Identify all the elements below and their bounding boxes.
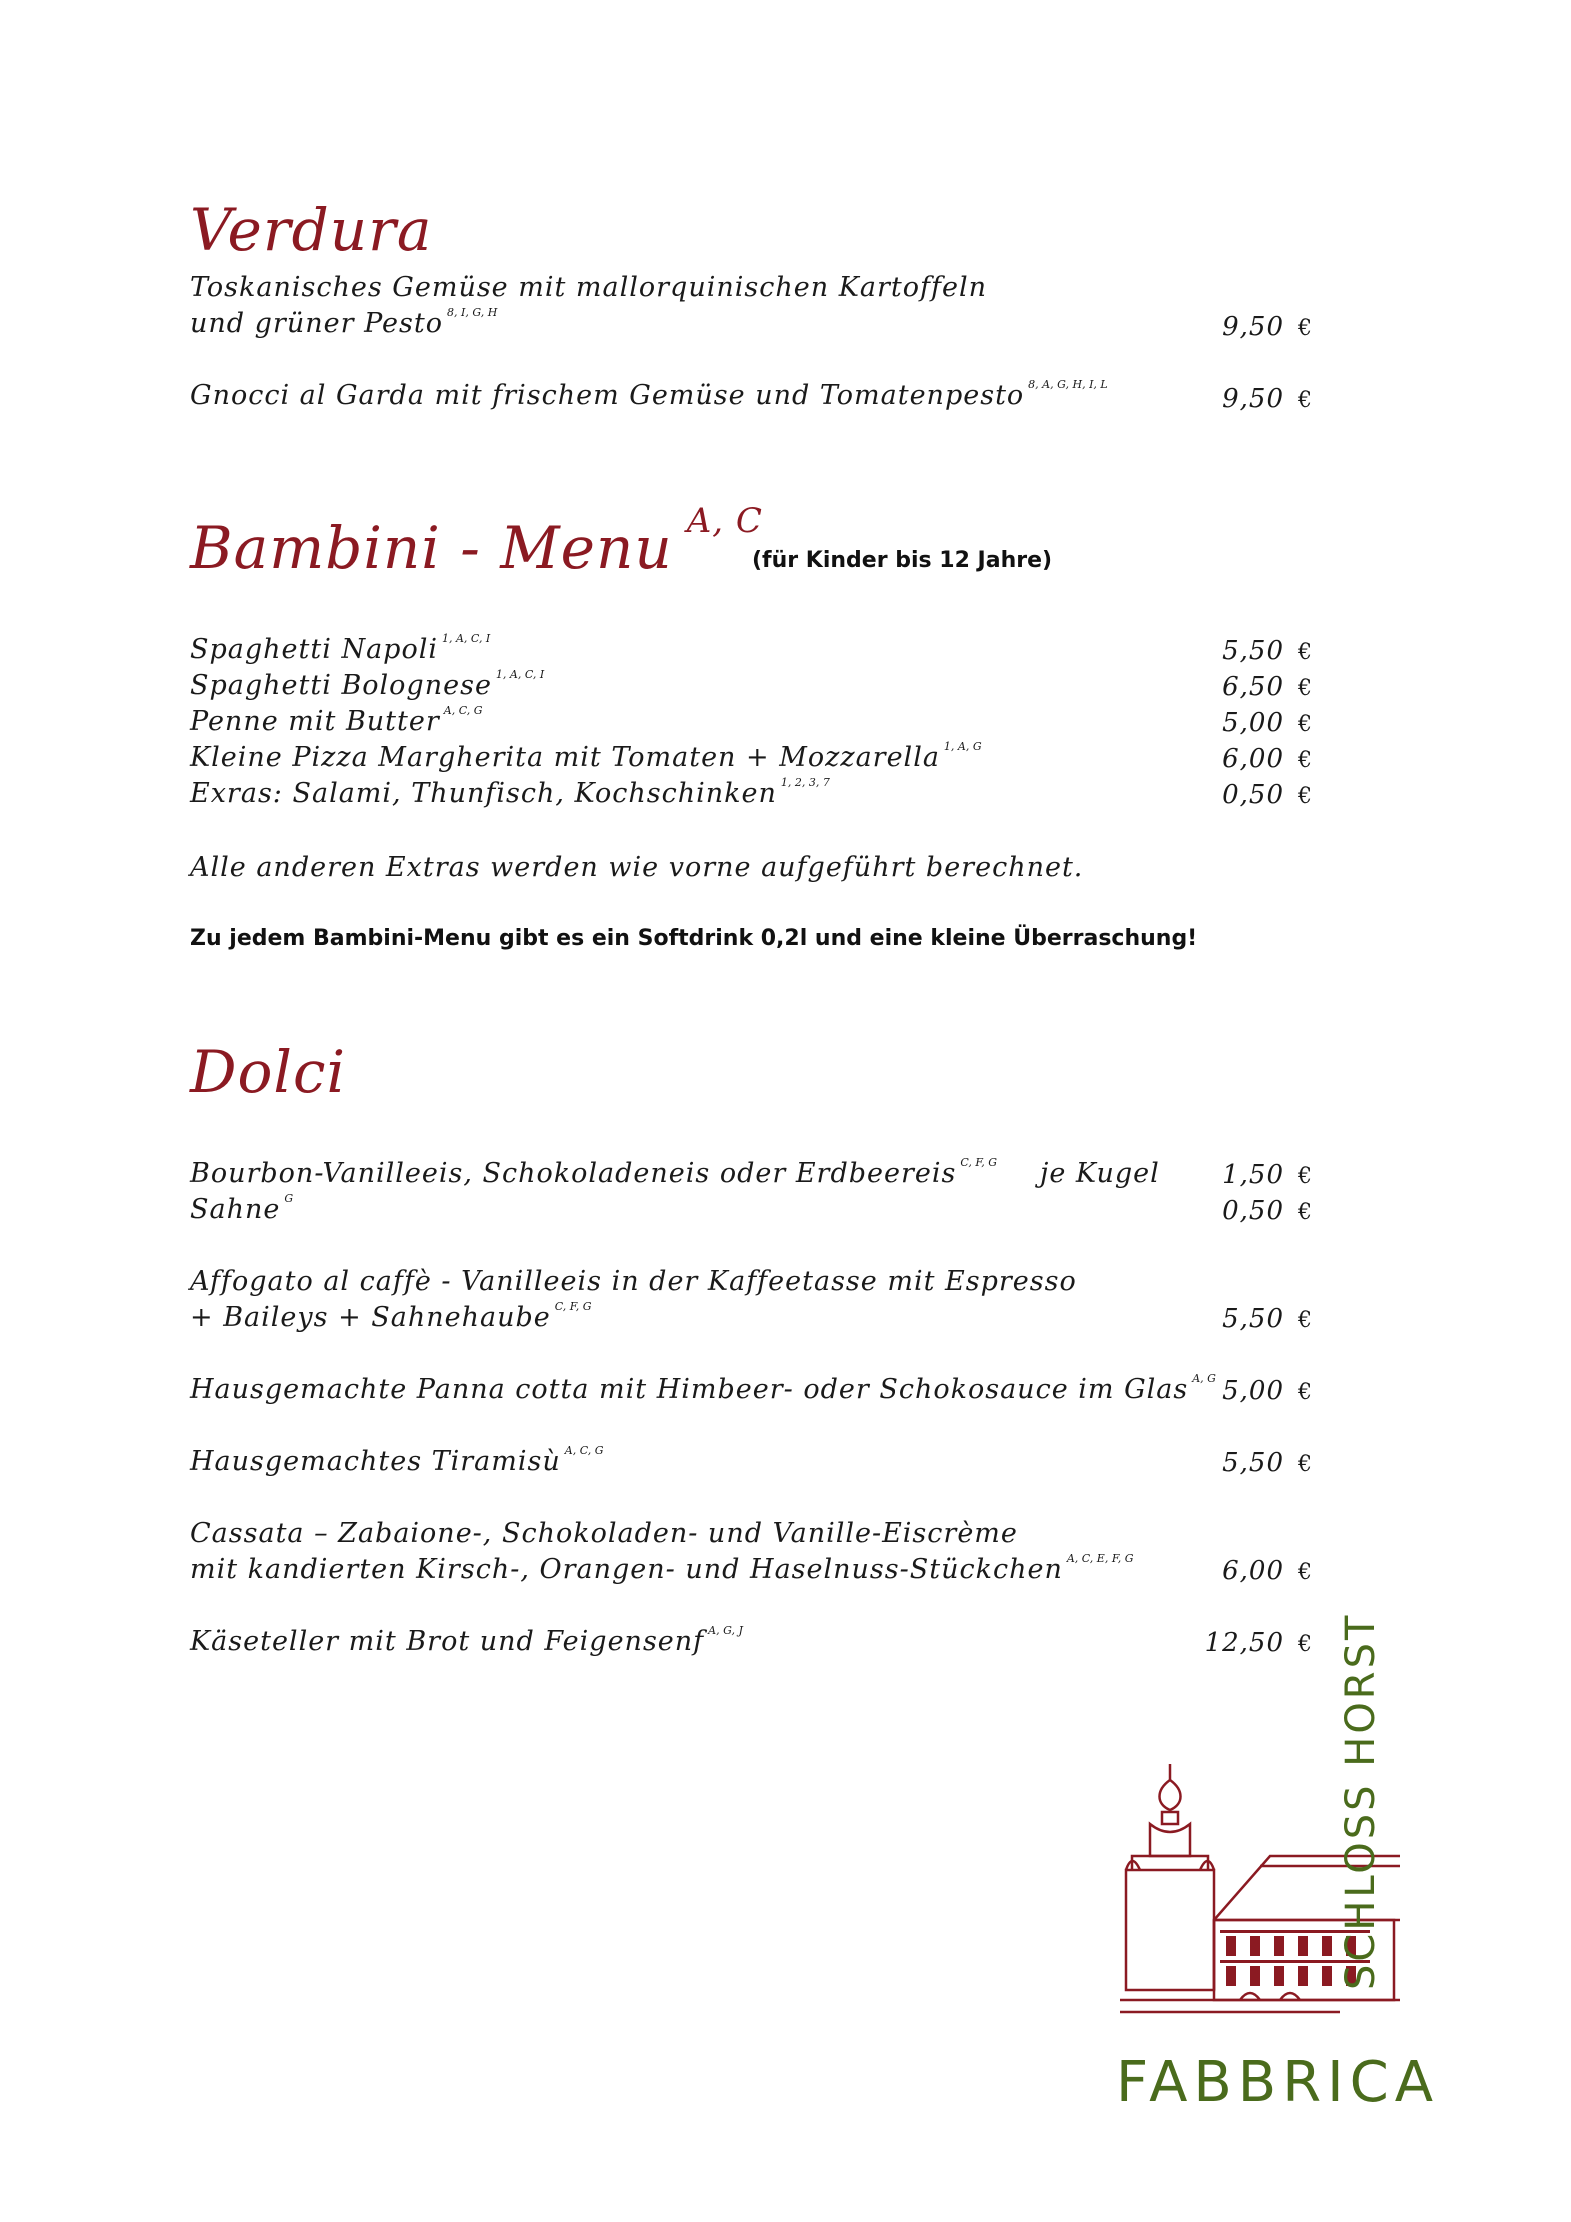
heading-allergens: A, C — [686, 501, 763, 541]
bambini-item-price: 6,00 € — [1222, 744, 1313, 774]
dolci-cassata-line2: mit kandierten Kirsch-, Orangen- und Haselnuss-Stückchen $^{A, C, E, F, G}$ — [190, 1552, 1134, 1585]
bambini-item: Exras: Salami, Thunfisch, Kochschinken $^{1, 2, 3, 7}$ — [190, 776, 830, 809]
bambini-softdrink-note: Zu jedem Bambini-Menu gibt es ein Softdrink 0,2l und eine kleine Überraschung! — [190, 926, 1198, 951]
bambini-item-price: 0,50 € — [1222, 780, 1313, 810]
allergen-codes: A, G — [1192, 1372, 1216, 1385]
allergen-codes: 8, A, G, H, I, L — [1028, 378, 1108, 391]
dolci-eis: Bourbon-Vanilleeis, Schokoladeneis oder Erdbeereis $^{C, F, G}$ — [190, 1156, 998, 1189]
section-heading-bambini: Bambini - Menu $^{A, C}$ — [190, 501, 763, 582]
allergen-codes: C, F, G — [960, 1156, 998, 1169]
allergen-codes: 1, A, C, I — [495, 668, 545, 681]
dolci-sahne: Sahne $^G$ — [190, 1192, 294, 1225]
allergen-codes: 1, A, C, I — [441, 632, 491, 645]
allergen-codes: A, C, G — [443, 704, 483, 717]
bambini-item: Spaghetti Napoli $^{1, A, C, I}$ — [190, 632, 491, 665]
bambini-extras-note: Alle anderen Extras werden wie vorne aufgeführt berechnet. — [190, 852, 1084, 883]
dolci-affogato-line2: + Baileys + Sahnehaube $^{C, F, G}$ — [190, 1300, 592, 1333]
allergen-codes: 1, 2, 3, 7 — [780, 776, 830, 789]
verdura-item2: Gnocci al Garda mit frischem Gemüse und Tomatenpesto $^{8, A, G, H, I, L}$ — [190, 378, 1108, 411]
bambini-item-price: 6,50 € — [1222, 672, 1313, 702]
dolci-tiramisu: Hausgemachtes Tiramisù $^{A, C, G}$ — [190, 1444, 604, 1477]
allergen-codes: G — [284, 1192, 294, 1205]
dolci-kaeseteller: Käseteller mit Brot und Feigensenf $^{A, G, J}$ — [190, 1624, 743, 1657]
section-heading-dolci: Dolci — [190, 1038, 347, 1106]
dolci-panna-cotta: Hausgemachte Panna cotta mit Himbeer- oder Schokosauce im Glas $^{A, G}$ — [190, 1372, 1216, 1405]
logo-wordmark-fabbrica: FABBRICA — [1116, 2050, 1440, 2115]
bambini-item: Spaghetti Bolognese $^{1, A, C, I}$ — [190, 668, 545, 701]
allergen-codes: C, F, G — [554, 1300, 592, 1313]
bambini-item-price: 5,50 € — [1222, 636, 1313, 666]
section-heading-verdura: Verdura — [190, 196, 433, 264]
verdura-item1-line2: und grüner Pesto $^{8, I, G, H}$ — [190, 306, 498, 339]
dolci-kaese-price: 12,50 € — [1204, 1628, 1313, 1658]
allergen-codes: A, C, E, F, G — [1066, 1552, 1134, 1565]
dolci-eis-price: 1,50 € — [1222, 1160, 1313, 1190]
je-kugel-label: je Kugel — [1040, 1158, 1160, 1189]
verdura-item1-price: 9,50 € — [1222, 312, 1313, 342]
dolci-cassata-line1: Cassata – Zabaione-, Schokoladen- und Vanille-Eiscrème — [190, 1518, 1018, 1549]
dolci-tiramisu-price: 5,50 € — [1222, 1448, 1313, 1478]
allergen-codes: 1, A, G — [943, 740, 982, 753]
verdura-item2-price: 9,50 € — [1222, 384, 1313, 414]
dolci-panna-price: 5,00 € — [1222, 1376, 1313, 1406]
verdura-item1-line1: Toskanisches Gemüse mit mallorquinischen Kartoffeln — [190, 272, 987, 303]
dolci-sahne-price: 0,50 € — [1222, 1196, 1313, 1226]
bambini-item: Kleine Pizza Margherita mit Tomaten + Mozzarella $^{1, A, G}$ — [190, 740, 982, 773]
dolci-affogato-price: 5,50 € — [1222, 1304, 1313, 1334]
bambini-item: Penne mit Butter $^{A, C, G}$ — [190, 704, 483, 737]
dolci-affogato-line1: Affogato al caffè - Vanilleeis in der Kaffeetasse mit Espresso — [190, 1266, 1077, 1297]
bambini-item-price: 5,00 € — [1222, 708, 1313, 738]
allergen-codes: 8, I, G, H — [446, 306, 498, 319]
allergen-codes: A, G, J — [708, 1624, 743, 1637]
allergen-codes: A, C, G — [564, 1444, 604, 1457]
logo-wordmark-schloss-horst: SCHLOSS HORST — [1338, 1612, 1384, 1990]
bambini-subtitle: (für Kinder bis 12 Jahre) — [752, 548, 1053, 573]
dolci-cassata-price: 6,00 € — [1222, 1556, 1313, 1586]
